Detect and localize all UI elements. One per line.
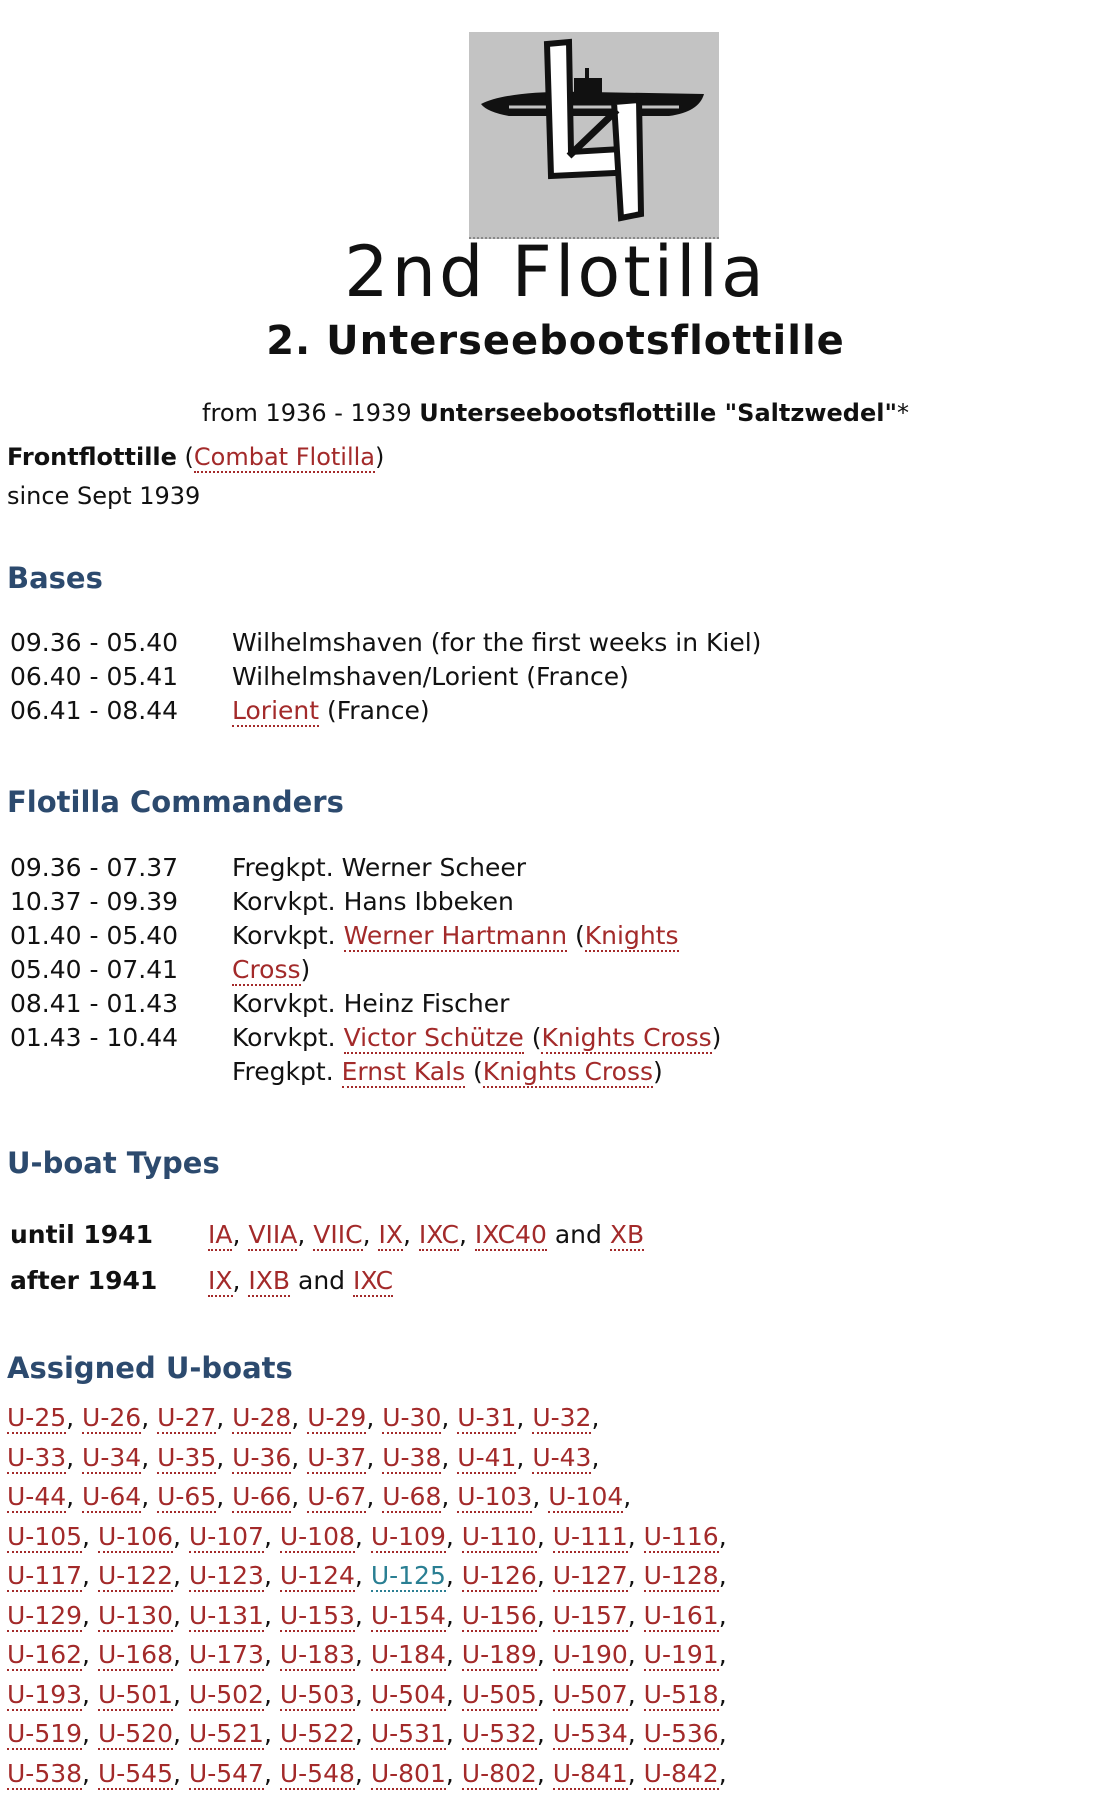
uboat-types-table (10, 1212, 644, 1304)
uboat-link[interactable]: U-193 (7, 1679, 83, 1709)
separator: , (445, 1640, 462, 1669)
commander-line (232, 1055, 732, 1089)
uboat-link[interactable]: U-36 (232, 1442, 292, 1472)
uboat-link[interactable]: U-29 (307, 1403, 367, 1432)
separator: , (366, 1442, 383, 1472)
uboat-link[interactable]: U-521 (188, 1719, 264, 1748)
separator: , (263, 1679, 280, 1709)
victor-schuetze-link[interactable]: Victor Schütze (343, 1023, 524, 1052)
paren-open: ( (567, 921, 585, 950)
uboat-link[interactable]: U-37 (307, 1442, 367, 1472)
paren-open: ( (523, 1023, 542, 1052)
separator: , (173, 1679, 189, 1709)
separator: , (536, 1521, 553, 1551)
flotilla-emblem-icon (469, 32, 719, 237)
bases-heading: Bases (7, 561, 103, 595)
separator: , (66, 1403, 83, 1432)
commander-rank: Korvkpt. (232, 921, 344, 950)
separator: , (516, 1403, 533, 1432)
commander-line (232, 953, 732, 987)
assigned-uboats-list (7, 1398, 767, 1793)
separator: , (362, 1220, 379, 1249)
separator: , (441, 1482, 458, 1511)
separator: , (82, 1719, 98, 1748)
types-row-after (10, 1258, 644, 1304)
uboat-link[interactable]: U-548 (279, 1758, 355, 1788)
uboat-link[interactable]: U-104 (548, 1482, 624, 1511)
knights-cross-link[interactable]: Knights (584, 921, 679, 950)
uboat-link[interactable]: U-44 (7, 1482, 67, 1511)
separator: , (532, 1482, 549, 1511)
uboat-link[interactable]: U-183 (279, 1640, 355, 1669)
types-row-until (10, 1212, 644, 1258)
base-dates: 06.40 - 05.41 (10, 662, 179, 691)
uboat-link[interactable]: U-191 (643, 1640, 719, 1669)
uboat-link[interactable]: U-41 (457, 1442, 517, 1472)
uboat-link[interactable]: U-32 (532, 1403, 592, 1432)
knights-cross-link[interactable]: Cross (232, 955, 301, 984)
uboat-line (7, 1398, 767, 1438)
commander-rank: Korvkpt. (232, 1023, 344, 1052)
uboat-link[interactable]: U-108 (279, 1521, 355, 1551)
commander-name: Heinz Fischer (343, 989, 510, 1018)
separator: , (536, 1640, 553, 1669)
types-label: until 1941 (10, 1220, 153, 1249)
uboat-link[interactable]: U-536 (643, 1719, 719, 1748)
separator: , (445, 1758, 462, 1788)
base-location (232, 694, 430, 728)
separator: , (459, 1220, 475, 1249)
separator: , (66, 1442, 83, 1472)
lorient-link[interactable]: Lorient (232, 696, 320, 725)
separator: , (141, 1403, 158, 1432)
uboat-type-link[interactable]: IXC (418, 1220, 460, 1249)
separator: , (263, 1561, 280, 1590)
flotilla-role (7, 441, 384, 473)
ernst-kals-link[interactable]: Ernst Kals (341, 1057, 466, 1086)
separator: , (354, 1521, 371, 1551)
uboat-link[interactable]: U-501 (97, 1679, 173, 1709)
commanders-heading: Flotilla Commanders (7, 785, 344, 819)
separator: , (445, 1719, 462, 1748)
history-prefix: from 1936 - 1939 (202, 399, 420, 427)
uboat-link[interactable]: U-131 (188, 1600, 264, 1630)
types-label: after 1941 (10, 1266, 158, 1295)
separator: , (297, 1220, 314, 1249)
uboat-line (7, 1714, 767, 1754)
separator: , (232, 1220, 249, 1249)
uboat-line (7, 1754, 767, 1794)
separator: , (536, 1679, 553, 1709)
separator: , (718, 1600, 727, 1630)
separator: , (82, 1679, 98, 1709)
commander-line (232, 919, 732, 953)
commander-names (232, 851, 732, 1089)
uboat-line (7, 1438, 767, 1478)
uboat-type-link[interactable]: VIIC (313, 1220, 363, 1249)
uboat-link[interactable]: U-122 (97, 1561, 173, 1590)
uboat-line (7, 1477, 767, 1517)
separator: , (216, 1482, 233, 1511)
separator: , (516, 1442, 533, 1472)
uboat-link[interactable]: U-538 (7, 1758, 83, 1788)
separator: and (546, 1220, 610, 1249)
base-dates: 09.36 - 05.40 (10, 628, 179, 657)
commander-rank: Fregkpt. (232, 1057, 342, 1086)
separator: , (718, 1758, 727, 1788)
separator: , (536, 1600, 553, 1630)
separator: , (354, 1719, 371, 1748)
commander-line (232, 851, 732, 885)
knights-cross-link[interactable]: Knights Cross (541, 1023, 712, 1052)
uboat-link[interactable]: U-802 (461, 1758, 537, 1788)
uboat-link[interactable]: U-107 (188, 1521, 264, 1551)
base-location-suffix: (France) (319, 696, 430, 725)
uboat-type-link[interactable]: IXC (353, 1266, 394, 1295)
uboat-link[interactable]: U-507 (552, 1679, 628, 1709)
uboat-link[interactable]: U-522 (279, 1719, 355, 1748)
uboat-link[interactable]: U-35 (157, 1442, 217, 1472)
separator: , (591, 1442, 600, 1472)
historical-name: Unterseebootsflottille "Saltzwedel" (419, 399, 897, 427)
uboat-link[interactable]: U-123 (188, 1561, 264, 1590)
separator: , (173, 1640, 189, 1669)
uboat-link[interactable]: U-66 (232, 1482, 292, 1511)
commander-date: 01.40 - 05.40 (10, 921, 179, 950)
uboat-link[interactable]: U-503 (279, 1679, 355, 1709)
page-title: 2nd Flotilla (344, 231, 767, 313)
base-location: Wilhelmshaven (for the first weeks in Kiel) (232, 628, 762, 657)
separator: , (627, 1561, 644, 1590)
uboat-link[interactable]: U-519 (7, 1719, 83, 1748)
separator: , (354, 1758, 371, 1788)
commander-date: 08.41 - 01.43 (10, 989, 179, 1018)
commander-date: 09.36 - 07.37 (10, 853, 179, 882)
werner-hartmann-link[interactable]: Werner Hartmann (343, 921, 568, 950)
uboat-type-link[interactable]: VIIA (248, 1220, 298, 1249)
commander-dates (10, 851, 178, 1055)
base-location: Wilhelmshaven/Lorient (France) (232, 662, 629, 691)
uboat-link[interactable]: U-103 (457, 1482, 533, 1511)
separator: , (402, 1220, 419, 1249)
uboat-link[interactable]: U-127 (552, 1561, 628, 1590)
separator: , (173, 1521, 189, 1551)
uboat-link[interactable]: U-547 (188, 1758, 264, 1788)
uboat-link[interactable]: U-117 (7, 1561, 83, 1590)
uboat-link[interactable]: U-65 (157, 1482, 217, 1511)
uboat-link[interactable]: U-110 (461, 1521, 537, 1551)
separator: , (718, 1640, 727, 1669)
separator: , (627, 1600, 644, 1630)
separator: , (173, 1600, 189, 1630)
uboat-link[interactable]: U-33 (7, 1442, 67, 1472)
separator: , (82, 1758, 98, 1788)
paren-open: ( (465, 1057, 483, 1086)
separator: , (291, 1482, 308, 1511)
commander-rank: Fregkpt. (232, 853, 342, 882)
paren-close: ) (300, 955, 311, 984)
commander-date: 01.43 - 10.44 (10, 1023, 179, 1052)
separator: , (718, 1561, 727, 1590)
uboat-link[interactable]: U-129 (7, 1600, 83, 1630)
bases-table (10, 626, 761, 728)
separator: , (66, 1482, 83, 1511)
separator: , (441, 1442, 458, 1472)
page-subtitle: 2. Unterseebootsflottille (266, 318, 845, 364)
uboat-link[interactable]: U-189 (461, 1640, 537, 1669)
separator: , (623, 1482, 632, 1511)
base-dates: 06.41 - 08.44 (10, 696, 179, 725)
separator: , (627, 1719, 644, 1748)
uboat-line (7, 1635, 767, 1675)
paren-close: ) (375, 443, 385, 471)
flotilla-emblem[interactable] (469, 32, 719, 239)
separator: , (141, 1442, 158, 1472)
uboat-link[interactable]: U-520 (97, 1719, 173, 1748)
uboat-link[interactable]: U-26 (82, 1403, 142, 1432)
base-row (10, 694, 761, 728)
uboat-link[interactable]: U-502 (188, 1679, 264, 1709)
uboat-link[interactable]: U-532 (461, 1719, 537, 1748)
uboat-link[interactable]: U-106 (97, 1521, 173, 1551)
uboat-link[interactable]: U-124 (279, 1561, 355, 1590)
separator: , (445, 1600, 462, 1630)
separator: , (354, 1640, 371, 1669)
uboat-link[interactable]: U-43 (532, 1442, 592, 1472)
uboat-link[interactable]: U-505 (461, 1679, 537, 1709)
commander-name: Werner Scheer (341, 853, 527, 882)
uboat-line (7, 1517, 767, 1557)
separator: and (290, 1266, 353, 1295)
paren-close: ) (653, 1057, 663, 1086)
combat-flotilla-link[interactable]: Combat Flotilla (193, 443, 375, 471)
uboat-link[interactable]: U-126 (461, 1561, 537, 1590)
separator: , (627, 1758, 644, 1788)
separator: , (718, 1679, 727, 1709)
separator: , (263, 1719, 280, 1748)
commander-line (232, 987, 732, 1021)
uboat-link[interactable]: U-157 (552, 1600, 628, 1630)
paren-open: ( (176, 443, 194, 471)
separator: , (627, 1521, 644, 1551)
commander-name: Hans Ibbeken (343, 887, 514, 916)
uboat-link[interactable]: U-111 (552, 1521, 628, 1551)
assigned-uboats-heading: Assigned U-boats (7, 1351, 293, 1385)
uboat-line (7, 1556, 767, 1596)
uboat-link[interactable]: U-25 (7, 1403, 67, 1432)
uboat-type-link[interactable]: IA (208, 1220, 233, 1249)
uboat-type-link[interactable]: IXB (248, 1266, 291, 1295)
separator: , (366, 1482, 383, 1511)
separator: , (263, 1521, 280, 1551)
uboat-link[interactable]: U-154 (370, 1600, 446, 1630)
separator: , (82, 1640, 98, 1669)
separator: , (354, 1561, 371, 1590)
uboat-link[interactable]: U-31 (457, 1403, 517, 1432)
uboat-link[interactable]: U-184 (370, 1640, 446, 1669)
commander-line (232, 885, 732, 919)
separator: , (441, 1403, 458, 1432)
separator: , (536, 1719, 553, 1748)
separator: , (173, 1561, 189, 1590)
commander-date: 10.37 - 09.39 (10, 887, 179, 916)
uboat-link[interactable]: U-34 (82, 1442, 142, 1472)
separator: , (216, 1442, 233, 1472)
paren-close: ) (711, 1023, 722, 1052)
uboat-link[interactable]: U-842 (643, 1758, 719, 1788)
types-list (208, 1264, 393, 1298)
uboat-type-link[interactable]: IX (378, 1220, 403, 1249)
separator: , (718, 1521, 727, 1551)
base-row (10, 626, 761, 660)
commander-rank: Korvkpt. (232, 989, 344, 1018)
uboat-link[interactable]: U-30 (382, 1403, 442, 1432)
uboat-link[interactable]: U-518 (643, 1679, 719, 1709)
role-name: Frontflottille (7, 443, 177, 471)
uboat-link[interactable]: U-531 (370, 1719, 446, 1748)
uboat-link[interactable]: U-67 (307, 1482, 367, 1511)
uboat-link[interactable]: U-130 (97, 1600, 173, 1630)
uboat-link[interactable]: U-68 (382, 1482, 442, 1511)
uboat-link[interactable]: U-109 (370, 1521, 446, 1551)
knights-cross-link[interactable]: Knights Cross (482, 1057, 653, 1086)
uboat-link[interactable]: U-28 (232, 1403, 292, 1432)
separator: , (216, 1403, 233, 1432)
uboat-link[interactable]: U-64 (82, 1482, 142, 1511)
separator: , (263, 1600, 280, 1630)
uboat-link[interactable]: U-168 (97, 1640, 173, 1669)
separator: , (232, 1266, 249, 1295)
uboat-link[interactable]: U-125 (370, 1561, 446, 1590)
separator: , (354, 1679, 371, 1709)
separator: , (173, 1719, 189, 1748)
uboat-type-link[interactable]: XB (609, 1220, 645, 1249)
uboat-line (7, 1675, 767, 1715)
uboat-link[interactable]: U-173 (188, 1640, 264, 1669)
separator: , (366, 1403, 383, 1432)
separator: , (536, 1561, 553, 1590)
separator: , (82, 1600, 98, 1630)
uboat-link[interactable]: U-128 (643, 1561, 719, 1590)
separator: , (627, 1679, 644, 1709)
since-date: since Sept 1939 (7, 482, 201, 510)
separator: , (82, 1561, 98, 1590)
uboat-link[interactable]: U-105 (7, 1521, 83, 1551)
commander-rank: Korvkpt. (232, 887, 344, 916)
separator: , (291, 1403, 308, 1432)
history-note (0, 397, 1111, 429)
separator: , (141, 1482, 158, 1511)
uboat-link[interactable]: U-162 (7, 1640, 83, 1669)
uboat-type-link[interactable]: IX (208, 1266, 233, 1295)
uboat-type-link[interactable]: IXC40 (474, 1220, 547, 1249)
uboat-link[interactable]: U-27 (157, 1403, 217, 1432)
separator: , (354, 1600, 371, 1630)
uboat-line (7, 1596, 767, 1636)
separator: , (627, 1640, 644, 1669)
uboat-types-heading: U-boat Types (7, 1146, 220, 1180)
types-list (208, 1218, 644, 1252)
separator: , (173, 1758, 189, 1788)
separator: , (82, 1521, 98, 1551)
uboat-link[interactable]: U-161 (643, 1600, 719, 1630)
footnote-asterisk: * (896, 399, 909, 427)
uboat-link[interactable]: U-841 (552, 1758, 628, 1788)
base-row (10, 660, 761, 694)
uboat-link[interactable]: U-153 (279, 1600, 355, 1630)
separator: , (718, 1719, 727, 1748)
uboat-link[interactable]: U-534 (552, 1719, 628, 1748)
separator: , (445, 1521, 462, 1551)
separator: , (263, 1640, 280, 1669)
separator: , (291, 1442, 308, 1472)
uboat-link[interactable]: U-504 (370, 1679, 446, 1709)
uboat-link[interactable]: U-545 (97, 1758, 173, 1788)
uboat-link[interactable]: U-801 (370, 1758, 446, 1788)
uboat-link[interactable]: U-116 (643, 1521, 719, 1551)
uboat-link[interactable]: U-38 (382, 1442, 442, 1472)
separator: , (263, 1758, 280, 1788)
separator: , (445, 1561, 462, 1590)
separator: , (536, 1758, 553, 1788)
separator: , (591, 1403, 600, 1432)
uboat-link[interactable]: U-190 (552, 1640, 628, 1669)
separator: , (445, 1679, 462, 1709)
commander-date: 05.40 - 07.41 (10, 955, 179, 984)
uboat-link[interactable]: U-156 (461, 1600, 537, 1630)
commander-line (232, 1021, 732, 1055)
